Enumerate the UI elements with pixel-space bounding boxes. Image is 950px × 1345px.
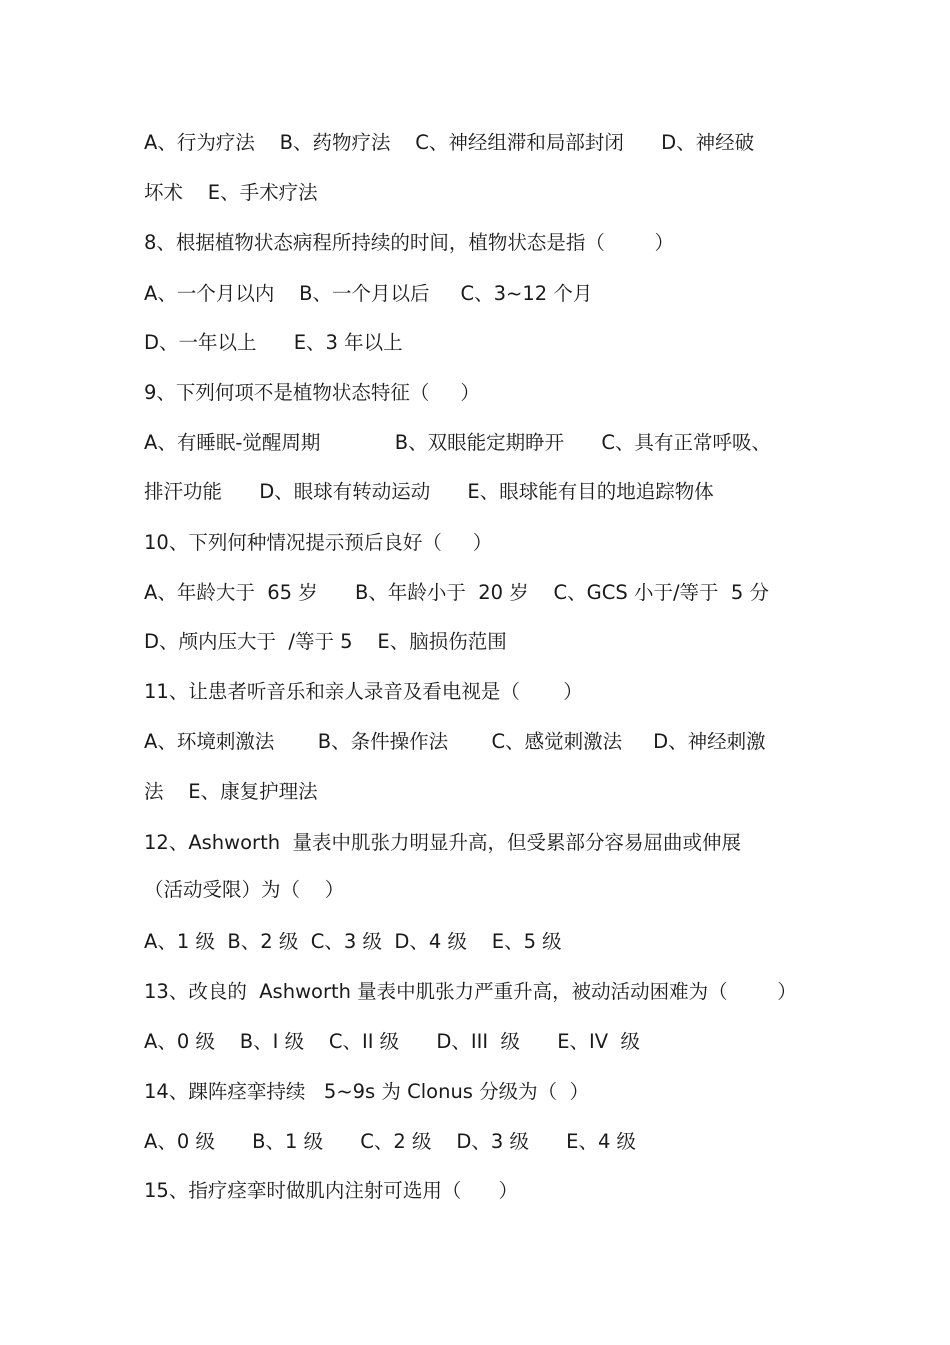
q14-options: A、0 级 B、1 级 C、2 级 D、3 级 E、4 级	[144, 1130, 637, 1153]
q13-options: A、0 级 B、I 级 C、II 级 D、III 级 E、IV 级	[144, 1030, 641, 1053]
q8-options-line-1: A、一个月以内 B、一个月以后 C、3~12 个月	[144, 282, 593, 305]
question-14: 14、踝阵痉挛持续 5~9s 为 Clonus 分级为（ ）	[144, 1080, 590, 1103]
question-11: 11、让患者听音乐和亲人录音及看电视是（ ）	[144, 680, 583, 703]
question-15: 15、指疗痉挛时做肌内注射可选用（ ）	[144, 1179, 519, 1202]
question-13: 13、改良的 Ashworth 量表中肌张力严重升高，被动活动困难为（ ）	[144, 980, 797, 1003]
question-8: 8、根据植物状态病程所持续的时间，植物状态是指（ ）	[144, 231, 674, 254]
q11-options-line-1: A、环境刺激法 B、条件操作法 C、感觉刺激法 D、神经刺激	[144, 730, 766, 753]
question-12-line-2: （活动受限）为（ ）	[144, 878, 345, 901]
question-9: 9、下列何项不是植物状态特征（ ）	[144, 381, 480, 404]
q8-options-line-2: D、一年以上 E、3 年以上	[144, 331, 403, 354]
question-12-line-1: 12、Ashworth 量表中肌张力明显升高，但受累部分容易屈曲或伸展	[144, 831, 741, 854]
q7-options-line-1: A、行为疗法 B、药物疗法 C、神经组滞和局部封闭 D、神经破	[144, 131, 755, 154]
q9-options-line-1: A、有睡眠-觉醒周期 B、双眼能定期睁开 C、具有正常呼吸、	[144, 431, 771, 454]
q7-options-line-2: 坏术 E、手术疗法	[144, 181, 318, 204]
question-10: 10、下列何种情况提示预后良好（ ）	[144, 531, 493, 554]
q10-options-line-2: D、颅内压大于 /等于 5 E、脑损伤范围	[144, 630, 507, 653]
q12-options: A、1 级 B、2 级 C、3 级 D、4 级 E、5 级	[144, 930, 562, 953]
q11-options-line-2: 法 E、康复护理法	[144, 780, 318, 803]
q9-options-line-2: 排汗功能 D、眼球有转动运动 E、眼球能有目的地追踪物体	[144, 480, 714, 503]
q10-options-line-1: A、年龄大于 65 岁 B、年龄小于 20 岁 C、GCS 小于/等于 5 分	[144, 581, 770, 604]
